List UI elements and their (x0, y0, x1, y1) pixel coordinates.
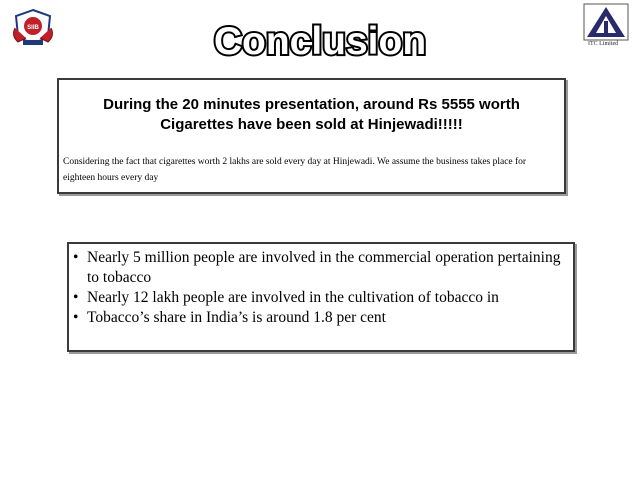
summary-headline: During the 20 minutes presentation, around Rs 5555 worth Cigarettes have been sold at Hinjewadi!!!!! (103, 96, 520, 133)
slide-title-text: Conclusion (213, 20, 427, 63)
list-item (73, 248, 573, 288)
bullet-icon: • (73, 309, 79, 326)
bullet-icon: • (73, 249, 79, 266)
bullet-icon: • (73, 289, 79, 306)
summary-box (57, 78, 566, 194)
siib-logo-text: SIIB (27, 25, 39, 31)
itc-logo-text: ITC Limited (588, 41, 619, 47)
siib-crest-icon (10, 6, 56, 50)
summary-body: Considering the fact that cigarettes worth 2 lakhs are sold every day at Hinjewadi. We assume the business takes place for eighteen hours every day (63, 157, 527, 183)
facts-box (67, 242, 575, 352)
slide-title (200, 10, 440, 68)
list-item (73, 308, 573, 328)
facts-list (73, 248, 573, 328)
fact-text: Tobacco’s share in India’s is around 1.8 per cent (87, 309, 386, 326)
fact-text: Nearly 5 million people are involved in the commercial operation pertaining to tobacco (87, 249, 561, 286)
list-item (73, 288, 573, 308)
fact-text: Nearly 12 lakh people are involved in the cultivation of tobacco in (87, 289, 499, 306)
